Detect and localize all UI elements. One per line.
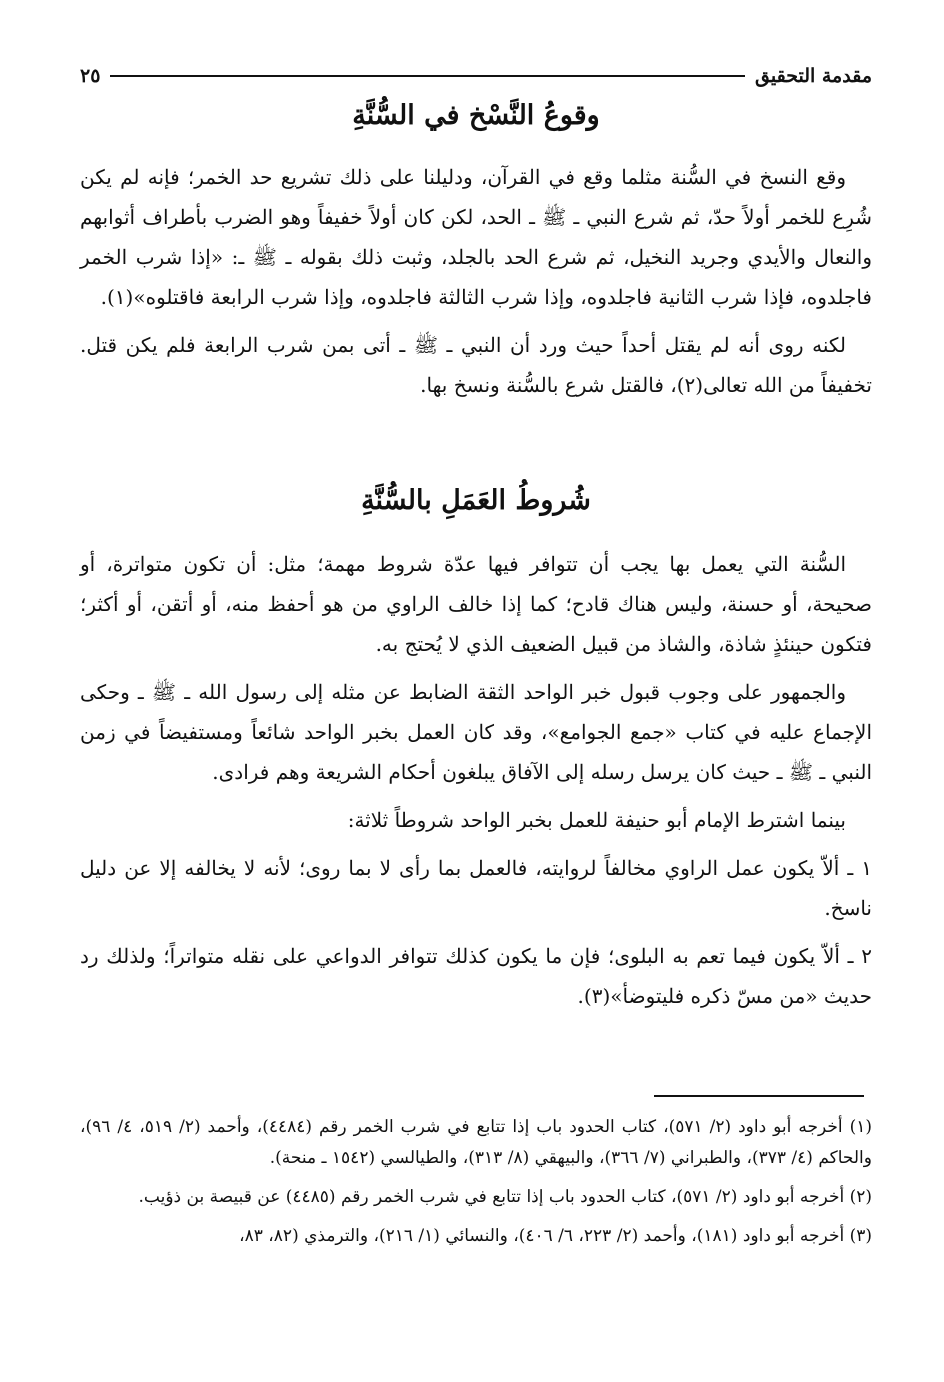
footnotes (80, 1112, 872, 1260)
running-header (80, 58, 872, 94)
list-item: ١ ـ ألاّ يكون عمل الراوي مخالفاً لروايته، فالعمل بما رأى لا بما روى؛ لأنه لا يخالفه إلا عن دليل ناسخ. (80, 856, 872, 920)
footnote: (١) أخرجه أبو داود (٢/ ٥٧١)، كتاب الحدود باب إذا تتابع في شرب الخمر رقم (٤٤٨٤)، وأحمد (٢/ ٥١٩، ٤/ ٩٦)، والحاكم (٤/ ٣٧٣)، والطبراني (٧/ ٣٦٦)، والبيهقي (٨/ ٣١٣)، والطيالسي (١٥٤٢ ـ منحة). (80, 1117, 872, 1168)
section-body-abrogation (80, 157, 872, 413)
header-rule (110, 75, 745, 77)
footnote: (٣) أخرجه أبو داود (١٨١)، وأحمد (٢/ ٢٢٣، ٦/ ٤٠٦)، والنسائي (١/ ٢١٦)، والترمذي (٨٢، ٨٣، (239, 1226, 872, 1246)
section-heading-conditions: شُروطُ العَمَلِ بالسُّنَّةِ (361, 485, 591, 516)
section-body-conditions (80, 544, 872, 1024)
paragraph: وقع النسخ في السُّنة مثلما وقع في القرآن، ودليلنا على ذلك تشريع حد الخمر؛ فإنه لم يكن شُرِع للخمر أولاً حدّ، ثم شرع النبي ـ ﷺ ـ الحد، لكن كان أولاً خفيفاً وهو الضرب بأطراف أثوابهم والنعال والأيدي وجريد النخيل، ثم شرع الحد بالجلد، وثبت ذلك بقوله ـ ﷺ ـ: «إذا شرب الخمر فاجلدوه، فإذا شرب الثانية فاجلدوه، وإذا شرب الثالثة فاجلدوه، وإذا شرب الرابعة فاقتلوه»(١). (80, 165, 872, 309)
paragraph: بينما اشترط الإمام أبو حنيفة للعمل بخبر الواحد شروطاً ثلاثة: (347, 808, 846, 832)
list-item: ٢ ـ ألاّ يكون فيما تعم به البلوى؛ فإن ما يكون كذلك تتوافر الدواعي على نقله متواتراً؛ ولذلك رد حديث «من مسّ ذكره فليتوضأ»(٣). (80, 944, 872, 1008)
paragraph: لكنه روى أنه لم يقتل أحداً حيث ورد أن النبي ـ ﷺ ـ أتى بمن شرب الرابعة فلم يكن قتل. تخفيفاً من الله تعالى(٢)، فالقتل شرع بالسُّنة ونسخ بها. (80, 333, 872, 397)
paragraph: والجمهور على وجوب قبول خبر الواحد الثقة الضابط عن مثله إلى رسول الله ـ ﷺ ـ وحكى الإجماع عليه في كتاب «جمع الجوامع»، وقد كان العمل بخبر الواحد شائعاً ومستفيضاً في زمن النبي ـ ﷺ ـ حيث كان يرسل رسله إلى الآفاق يبلغون أحكام الشريعة وهم فرادى. (80, 680, 872, 784)
running-title: مقدمة التحقيق (755, 65, 872, 87)
page-number: ٢٥ (80, 65, 101, 87)
section-heading-abrogation: وقوعُ النَّسْخ في السُّنَّةِ (352, 100, 600, 131)
footnote: (٢) أخرجه أبو داود (٢/ ٥٧١)، كتاب الحدود باب إذا تتابع في شرب الخمر رقم (٤٤٨٥) عن قبيصة بن ذؤيب. (138, 1187, 872, 1207)
footnote-rule (654, 1095, 864, 1097)
paragraph: السُّنة التي يعمل بها يجب أن تتوافر فيها عدّة شروط مهمة؛ مثل: أن تكون متواترة، أو صحيحة، أو حسنة، وليس هناك قادح؛ كما إذا خالف الراوي من هو أحفظ منه، أو أتقن، أو أكثر؛ فتكون حينئذٍ شاذة، والشاذ من قبيل الضعيف الذي لا يُحتج به. (80, 552, 872, 656)
